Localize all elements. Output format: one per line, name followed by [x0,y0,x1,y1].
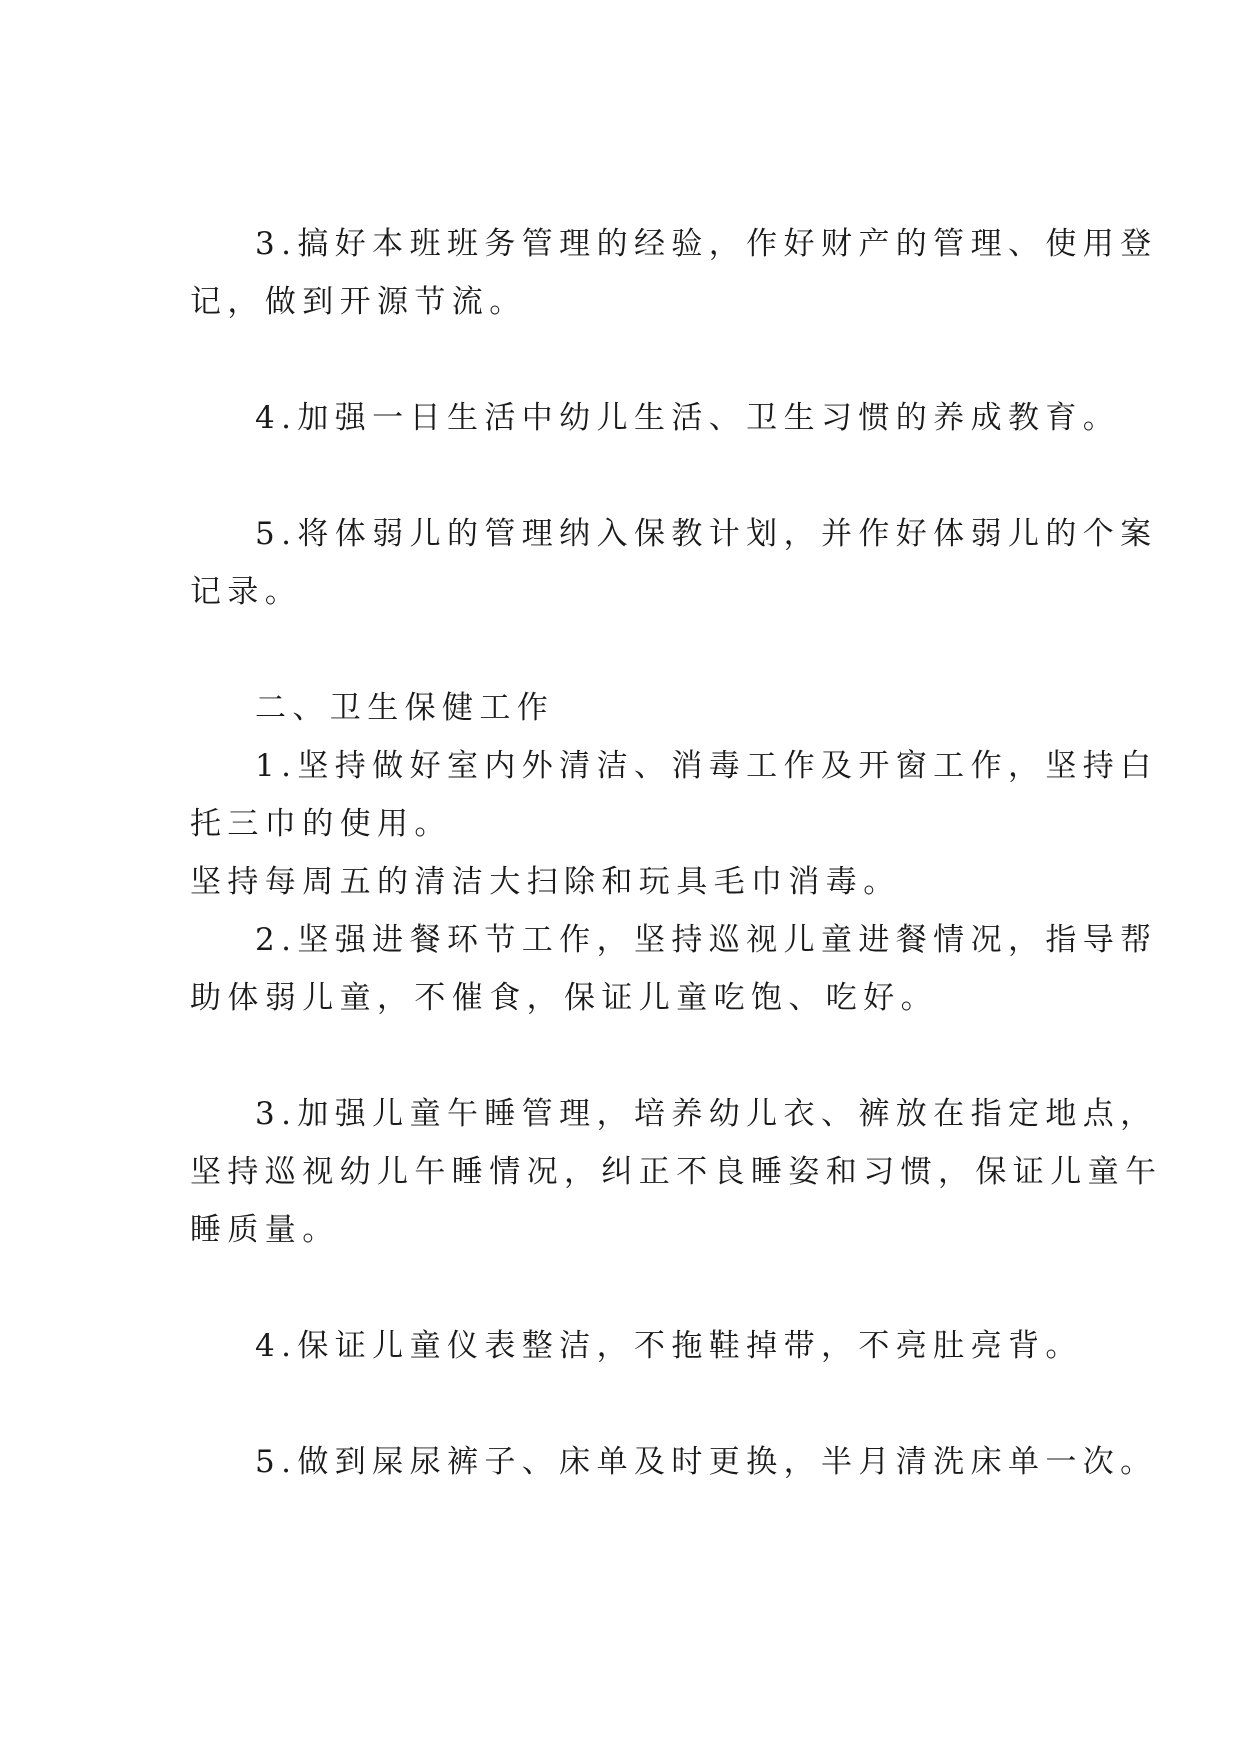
paragraph-line: 3.加强儿童午睡管理，培养幼儿衣、裤放在指定地点， [255,1096,1158,1132]
paragraph-line: 记录。 [190,574,303,610]
paragraph-line: 坚持每周五的清洁大扫除和玩具毛巾消毒。 [190,864,901,900]
paragraph-line: 4.保证儿童仪表整洁，不拖鞋掉带，不亮肚亮背。 [255,1328,1083,1364]
paragraph-line: 记，做到开源节流。 [190,284,527,320]
paragraph-line: 1.坚持做好室内外清洁、消毒工作及开窗工作，坚持白 [255,748,1158,784]
paragraph-line: 4.加强一日生活中幼儿生活、卫生习惯的养成教育。 [255,400,1121,436]
paragraph-line: 2.坚强进餐环节工作，坚持巡视儿童进餐情况，指导帮 [255,922,1158,958]
paragraph-line: 3.搞好本班班务管理的经验，作好财产的管理、使用登 [255,226,1158,262]
paragraph-line: 睡质量。 [190,1212,340,1248]
paragraph-line: 坚持巡视幼儿午睡情况，纠正不良睡姿和习惯，保证儿童午 [190,1154,1163,1190]
paragraph-line: 5.做到屎尿裤子、床单及时更换，半月清洗床单一次。 [255,1444,1158,1480]
paragraph-line: 助体弱儿童，不催食，保证儿童吃饱、吃好。 [190,980,938,1016]
paragraph-line: 5.将体弱儿的管理纳入保教计划，并作好体弱儿的个案 [255,516,1158,552]
paragraph-line: 托三巾的使用。 [190,806,452,842]
section-heading: 二、卫生保健工作 [255,690,555,726]
